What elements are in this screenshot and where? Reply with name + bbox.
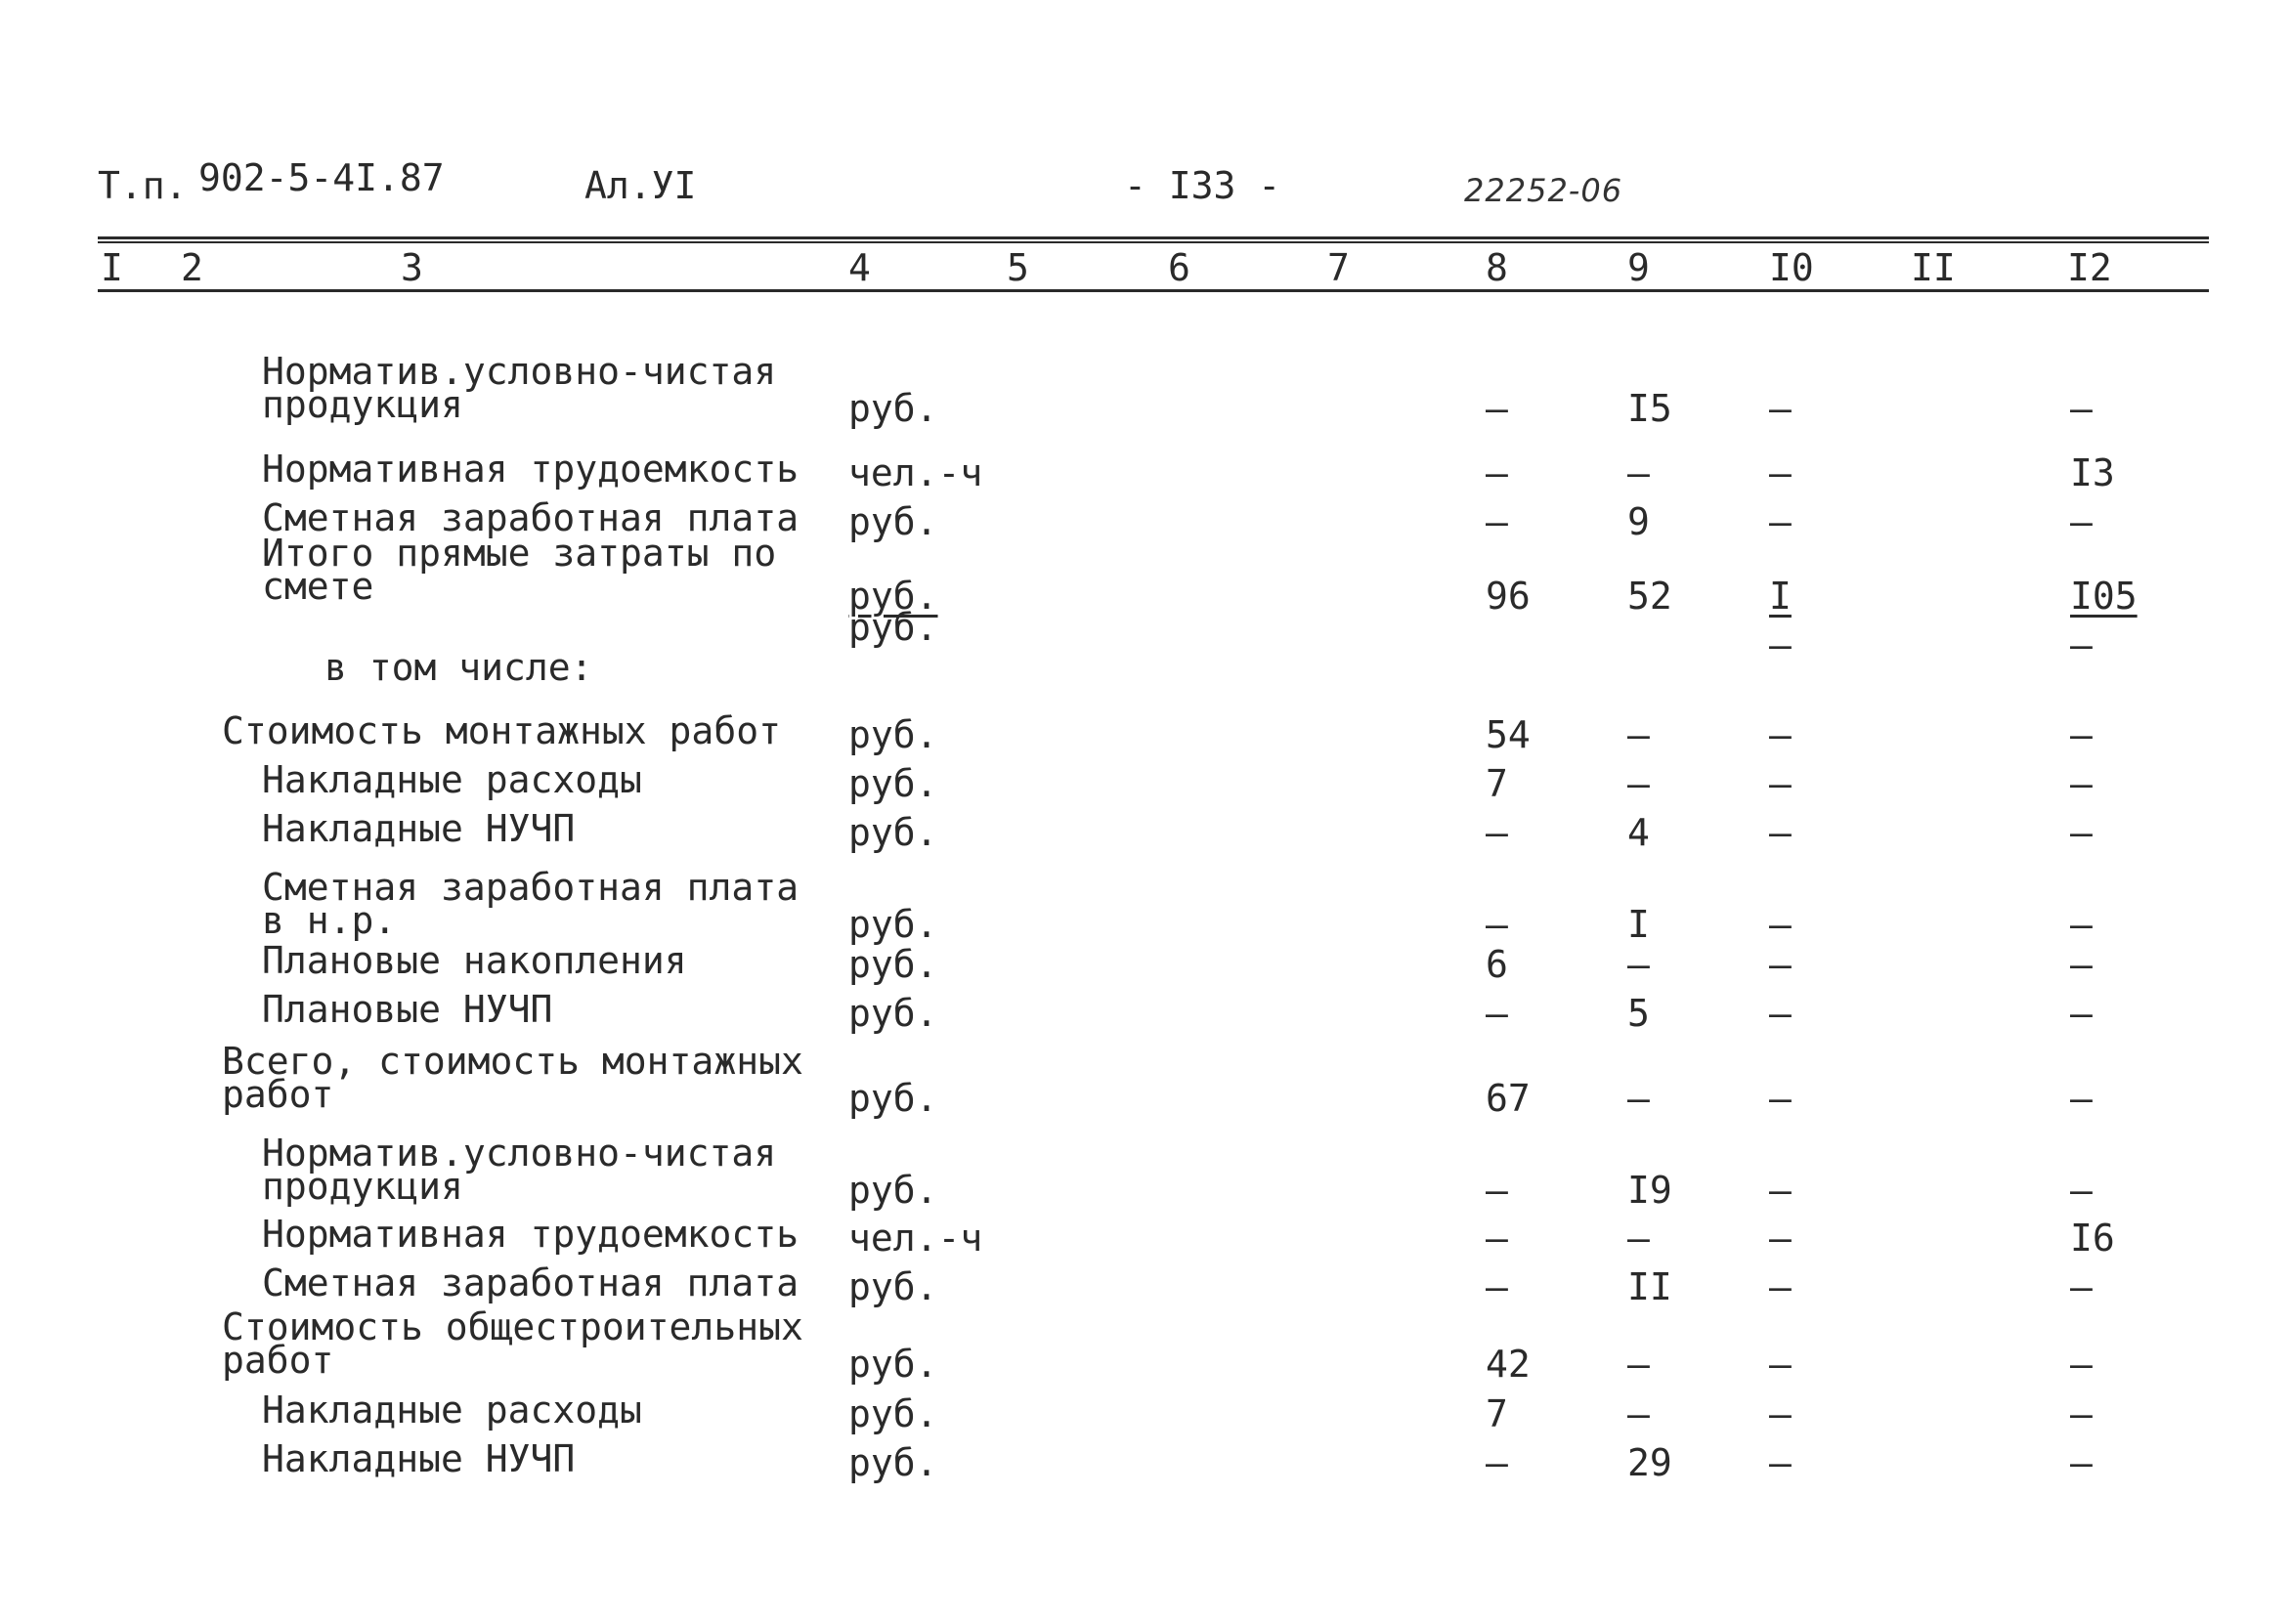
cell-col-9: – bbox=[1627, 1077, 1650, 1120]
cell-col-10: – bbox=[1769, 811, 1792, 854]
row-unit: чел.-ч bbox=[848, 1217, 983, 1260]
cell-col-10: – bbox=[1769, 943, 1792, 986]
row-unit: руб. bbox=[848, 1169, 938, 1212]
row-unit: руб. bbox=[848, 811, 938, 854]
cell-col-9: – bbox=[1627, 713, 1650, 756]
row-unit: руб. bbox=[848, 1077, 938, 1120]
cell-col-9: – bbox=[1627, 1392, 1650, 1435]
row-label: смете bbox=[262, 565, 374, 608]
row-label: Всего, стоимость монтажных bbox=[222, 1040, 803, 1083]
cell-col-8: – bbox=[1486, 451, 1508, 494]
row-label: работ bbox=[222, 1073, 334, 1116]
row-unit: руб. bbox=[848, 1392, 938, 1435]
cell-col-10: – bbox=[1769, 992, 1792, 1035]
doc-prefix: Т.п. bbox=[98, 164, 188, 207]
cell-col-10: – bbox=[1769, 1169, 1792, 1212]
cell-col-8: 67 bbox=[1486, 1077, 1531, 1120]
cell-col-12: I3 bbox=[2070, 451, 2115, 494]
row-label: Нормативная трудоемкость bbox=[262, 448, 799, 491]
album-label: Ал.УI bbox=[584, 164, 697, 207]
cell-col-8: – bbox=[1486, 500, 1508, 543]
cell-col-12: – bbox=[2070, 1343, 2093, 1386]
row-unit: руб. bbox=[848, 1441, 938, 1484]
cell-col-12: – bbox=[2070, 762, 2093, 805]
row-label: Накладные НУЧП bbox=[262, 1437, 576, 1480]
row-unit: руб. bbox=[848, 1265, 938, 1308]
column-number-2: 2 bbox=[181, 246, 203, 289]
column-number-6: 6 bbox=[1168, 246, 1190, 289]
cell-col-12: – bbox=[2070, 1077, 2093, 1120]
cell-col-10: – bbox=[1769, 762, 1792, 805]
row-label: Норматив.условно-чистая bbox=[262, 1132, 777, 1175]
cell-col-8: – bbox=[1486, 1265, 1508, 1308]
row-unit: руб. bbox=[848, 500, 938, 543]
cell-col-12: – bbox=[2070, 1441, 2093, 1484]
cell-col-10: – bbox=[1769, 903, 1792, 946]
cell-col-12: – bbox=[2070, 1169, 2093, 1212]
cell-col-12: – bbox=[2070, 943, 2093, 986]
row-label: Стоимость общестроительных bbox=[222, 1305, 803, 1348]
cell-col-9: – bbox=[1627, 943, 1650, 986]
cell-col-9: I5 bbox=[1627, 387, 1672, 430]
cell-col-8: – bbox=[1486, 1217, 1508, 1260]
cell-col-10: – bbox=[1769, 1077, 1792, 1120]
row-label: в том числе: bbox=[324, 646, 593, 689]
cell-col-8: – bbox=[1486, 1169, 1508, 1212]
column-number-8: 8 bbox=[1486, 246, 1508, 289]
row-label: Итого прямые затраты по bbox=[262, 532, 777, 575]
cell-col-9: 29 bbox=[1627, 1441, 1672, 1484]
cell-col-10: – bbox=[1769, 451, 1792, 494]
column-number-4: 4 bbox=[848, 246, 871, 289]
cell-col-9: 52 bbox=[1627, 575, 1672, 618]
row-unit: руб. bbox=[848, 387, 938, 430]
row-label: Нормативная трудоемкость bbox=[262, 1213, 799, 1256]
row-unit: руб. bbox=[848, 713, 938, 756]
row-label: работ bbox=[222, 1339, 334, 1382]
column-number-11: II bbox=[1911, 246, 1956, 289]
column-number-10: I0 bbox=[1769, 246, 1814, 289]
cell-col-10: – bbox=[1769, 1265, 1792, 1308]
cell-col-9: 4 bbox=[1627, 811, 1650, 854]
column-number-7: 7 bbox=[1327, 246, 1350, 289]
cell-col-8: 54 bbox=[1486, 713, 1531, 756]
cell-col-8: – bbox=[1486, 1441, 1508, 1484]
cell-col-8: 96 bbox=[1486, 575, 1531, 618]
cell-col-8: – bbox=[1486, 387, 1508, 430]
cell-col-12: I6 bbox=[2070, 1217, 2115, 1260]
cell-col-10: – bbox=[1769, 387, 1792, 430]
cell-col-10: – bbox=[1769, 1343, 1792, 1386]
cell-col-8: – bbox=[1486, 992, 1508, 1035]
row-unit: руб. bbox=[848, 992, 938, 1035]
cell-col-9: 5 bbox=[1627, 992, 1650, 1035]
cell-col-10: – bbox=[1769, 713, 1792, 756]
row-label: Накладные расходы bbox=[262, 1389, 642, 1432]
cell-col-10: – bbox=[1769, 1217, 1792, 1260]
cell-col-12-secondary: – bbox=[2070, 623, 2093, 666]
row-unit: чел.-ч bbox=[848, 451, 983, 494]
row-unit: руб. bbox=[848, 903, 938, 946]
row-label: Плановые накопления bbox=[262, 939, 687, 982]
row-label: продукция bbox=[262, 383, 463, 426]
row-label: Норматив.условно-чистая bbox=[262, 350, 777, 393]
row-label: Плановые НУЧП bbox=[262, 988, 553, 1031]
cell-col-8: – bbox=[1486, 903, 1508, 946]
cell-col-12: I05 bbox=[2070, 575, 2138, 618]
row-unit: руб. bbox=[848, 943, 938, 986]
row-label: в н.р. bbox=[262, 899, 397, 942]
column-number-3: 3 bbox=[401, 246, 423, 289]
cell-col-10: – bbox=[1769, 1392, 1792, 1435]
row-label: Накладные НУЧП bbox=[262, 807, 576, 850]
cell-col-10: – bbox=[1769, 500, 1792, 543]
cell-col-12: – bbox=[2070, 811, 2093, 854]
cell-col-12: – bbox=[2070, 1265, 2093, 1308]
column-number-9: 9 bbox=[1627, 246, 1650, 289]
row-label: Сметная заработная плата bbox=[262, 1261, 799, 1304]
doc-number: 902-5-4I.87 bbox=[198, 156, 445, 199]
cell-col-9: – bbox=[1627, 1343, 1650, 1386]
cell-col-12: – bbox=[2070, 500, 2093, 543]
cell-col-9: I9 bbox=[1627, 1169, 1672, 1212]
column-number-12: I2 bbox=[2067, 246, 2112, 289]
row-label: Накладные расходы bbox=[262, 758, 642, 801]
cell-col-10: – bbox=[1769, 1441, 1792, 1484]
cell-col-10: I bbox=[1769, 575, 1792, 618]
cell-col-12: – bbox=[2070, 713, 2093, 756]
cell-col-9: – bbox=[1627, 762, 1650, 805]
archive-code: 22252-06 bbox=[1464, 172, 1623, 209]
cell-col-8: 7 bbox=[1486, 762, 1508, 805]
row-unit: руб. bbox=[848, 575, 938, 618]
cell-col-9: – bbox=[1627, 1217, 1650, 1260]
row-unit: руб. bbox=[848, 1343, 938, 1386]
header-rule-upper bbox=[98, 241, 2209, 243]
cell-col-8: 42 bbox=[1486, 1343, 1531, 1386]
cell-col-10-secondary: – bbox=[1769, 623, 1792, 666]
row-label: продукция bbox=[262, 1165, 463, 1208]
cell-col-9: – bbox=[1627, 451, 1650, 494]
cell-col-12: – bbox=[2070, 903, 2093, 946]
header-rule-bottom bbox=[98, 289, 2209, 292]
row-label: Сметная заработная плата bbox=[262, 496, 799, 539]
cell-col-9: I bbox=[1627, 903, 1650, 946]
cell-col-12: – bbox=[2070, 387, 2093, 430]
cell-col-8: 7 bbox=[1486, 1392, 1508, 1435]
page-number: - I33 - bbox=[1124, 164, 1281, 207]
cell-col-8: 6 bbox=[1486, 943, 1508, 986]
cell-col-9: 9 bbox=[1627, 500, 1650, 543]
column-number-5: 5 bbox=[1007, 246, 1029, 289]
row-label: Стоимость монтажных работ bbox=[222, 709, 781, 752]
cell-col-9: II bbox=[1627, 1265, 1672, 1308]
row-label: Сметная заработная плата bbox=[262, 866, 799, 909]
row-unit-secondary: руб. bbox=[848, 606, 938, 649]
cell-col-12: – bbox=[2070, 1392, 2093, 1435]
cell-col-8: – bbox=[1486, 811, 1508, 854]
header-rule-top bbox=[98, 236, 2209, 239]
cell-col-12: – bbox=[2070, 992, 2093, 1035]
column-number-1: I bbox=[101, 246, 123, 289]
row-unit: руб. bbox=[848, 762, 938, 805]
